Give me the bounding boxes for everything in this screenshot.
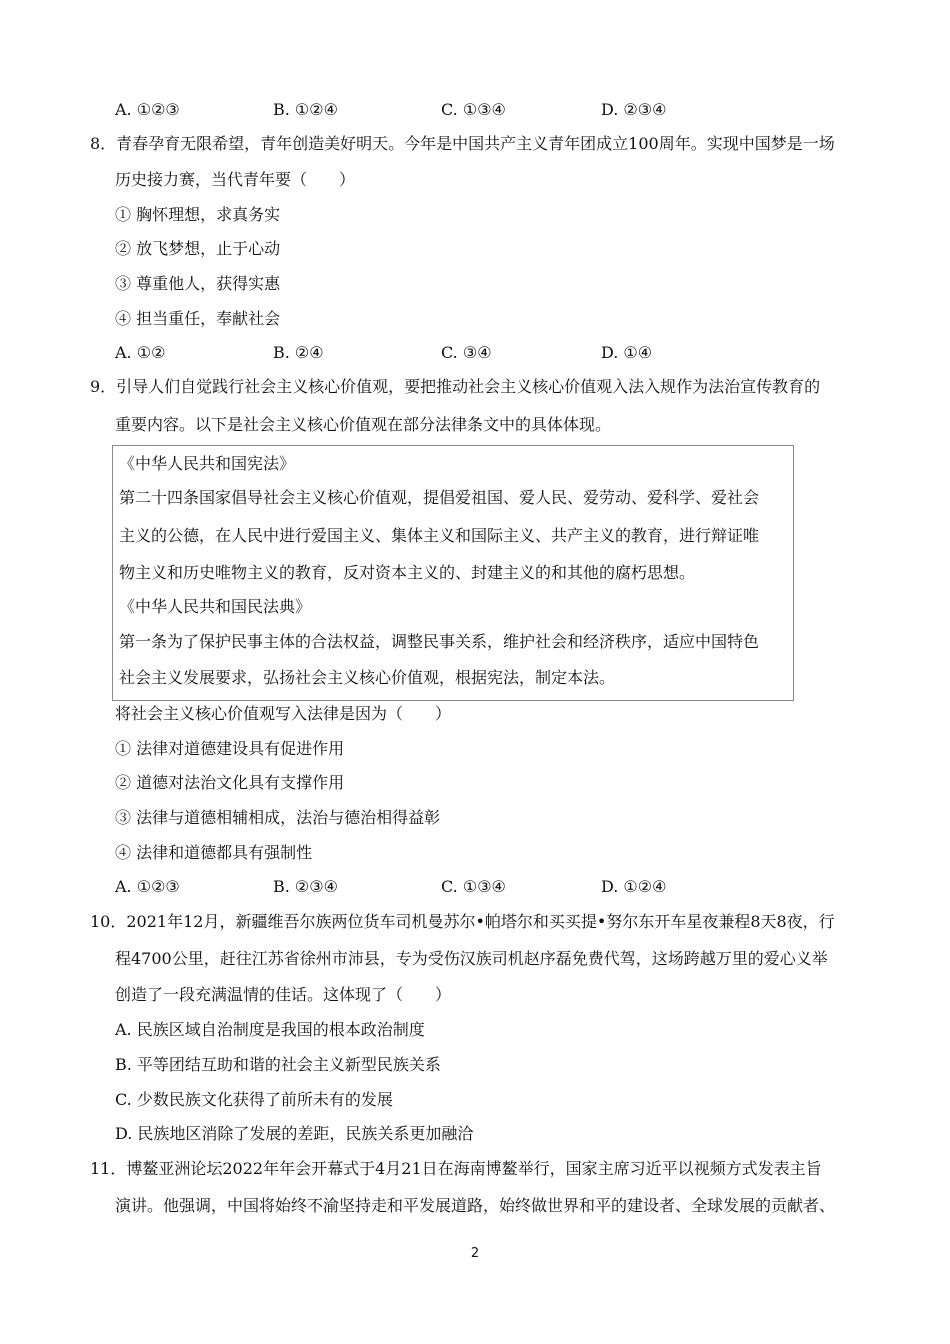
q9-option-b: B. ②③④ bbox=[273, 877, 338, 896]
q9-option-c: C. ①③④ bbox=[441, 877, 506, 896]
q9-item-1: ① 法律对道德建设具有促进作用 bbox=[115, 739, 345, 758]
q9-item-3: ③ 法律与道德相辅相成，法治与德治相得益彰 bbox=[115, 808, 441, 827]
q11-stem-line1: 11．博鳌亚洲论坛2022年年会开幕式于4月21日在海南博鳌举行，国家主席习近平以视频方式发表主旨 bbox=[90, 1159, 822, 1178]
q8-stem-line1: 8．青春孕育无限希望，青年创造美好明天。今年是中国共产主义青年团成立100周年。实现中国梦是一场 bbox=[90, 134, 835, 153]
q9-stem-line1: 9．引导人们自觉践行社会主义核心价值观，要把推动社会主义核心价值观入法入规作为法治宣传教育的 bbox=[90, 377, 821, 396]
q8-option-a: A. ①② bbox=[115, 343, 166, 362]
q7-options bbox=[115, 100, 875, 120]
q9-item-4: ④ 法律和道德都具有强制性 bbox=[115, 843, 313, 862]
q8-item-2: ② 放飞梦想，止于心动 bbox=[115, 239, 281, 258]
q8-option-c: C. ③④ bbox=[441, 343, 492, 362]
q10-option-d: D. 民族地区消除了发展的差距，民族关系更加融洽 bbox=[115, 1124, 474, 1143]
q10-option-a: A. 民族区域自治制度是我国的根本政治制度 bbox=[115, 1020, 425, 1039]
q7-option-b: B. ①②④ bbox=[273, 100, 338, 119]
q9-option-a: A. ①②③ bbox=[115, 877, 180, 896]
q7-option-a: A. ①②③ bbox=[115, 100, 180, 119]
q10-option-b: B. 平等团结互助和谐的社会主义新型民族关系 bbox=[115, 1055, 441, 1074]
q8-options bbox=[115, 343, 875, 363]
q10-stem-line2: 程4700公里，赶往江苏省徐州市沛县，专为受伤汉族司机赵序磊免费代驾，这场跨越万里的爱心义举 bbox=[115, 949, 828, 968]
q8-item-1: ① 胸怀理想，求真务实 bbox=[115, 205, 281, 224]
law-excerpt-box bbox=[112, 445, 794, 701]
box-line-constitution-2: 主义的公德，在人民中进行爱国主义、集体主义和国际主义、共产主义的教育，进行辩证唯 bbox=[119, 526, 760, 545]
q8-option-d: D. ①④ bbox=[601, 343, 653, 362]
box-line-civil-code-2: 社会主义发展要求，弘扬社会主义核心价值观，根据宪法，制定本法。 bbox=[119, 668, 616, 687]
q9-option-d: D. ①②④ bbox=[601, 877, 667, 896]
q10-stem-line1: 10．2021年12月，新疆维吾尔族两位货车司机曼苏尔•帕塔尔和买买提•努尔东开车星夜兼程8天8夜，行 bbox=[90, 912, 835, 931]
q8-item-3: ③ 尊重他人，获得实惠 bbox=[115, 274, 281, 293]
q7-option-c: C. ①③④ bbox=[441, 100, 506, 119]
q9-question: 将社会主义核心价值观写入法律是因为（ ） bbox=[115, 704, 452, 723]
q8-stem-line2: 历史接力赛，当代青年要（ ） bbox=[115, 170, 356, 189]
q9-item-2: ② 道德对法治文化具有支撑作用 bbox=[115, 773, 345, 792]
q9-options bbox=[115, 877, 875, 897]
page-number: 2 bbox=[470, 1246, 480, 1261]
q11-stem-line2: 演讲。他强调，中国将始终不渝坚持走和平发展道路，始终做世界和平的建设者、全球发展的贡献者、 bbox=[115, 1196, 836, 1215]
q9-stem-line2: 重要内容。以下是社会主义核心价值观在部分法律条文中的具体体现。 bbox=[115, 415, 612, 434]
box-line-civil-code-1: 第一条为了保护民事主体的合法权益，调整民事关系，维护社会和经济秩序，适应中国特色 bbox=[119, 632, 760, 651]
box-line-constitution-title: 《中华人民共和国宪法》 bbox=[119, 454, 296, 473]
q10-stem-line3: 创造了一段充满温情的佳话。这体现了（ ） bbox=[115, 985, 452, 1004]
q8-option-b: B. ②④ bbox=[273, 343, 324, 362]
q8-item-4: ④ 担当重任，奉献社会 bbox=[115, 309, 281, 328]
q10-option-c: C. 少数民族文化获得了前所未有的发展 bbox=[115, 1090, 393, 1109]
box-line-constitution-1: 第二十四条国家倡导社会主义核心价值观，提倡爱祖国、爱人民、爱劳动、爱科学、爱社会 bbox=[119, 488, 760, 507]
box-line-civil-code-title: 《中华人民共和国民法典》 bbox=[119, 597, 312, 616]
box-line-constitution-3: 物主义和历史唯物主义的教育，反对资本主义的、封建主义的和其他的腐朽思想。 bbox=[119, 563, 696, 582]
q7-option-d: D. ②③④ bbox=[601, 100, 667, 119]
